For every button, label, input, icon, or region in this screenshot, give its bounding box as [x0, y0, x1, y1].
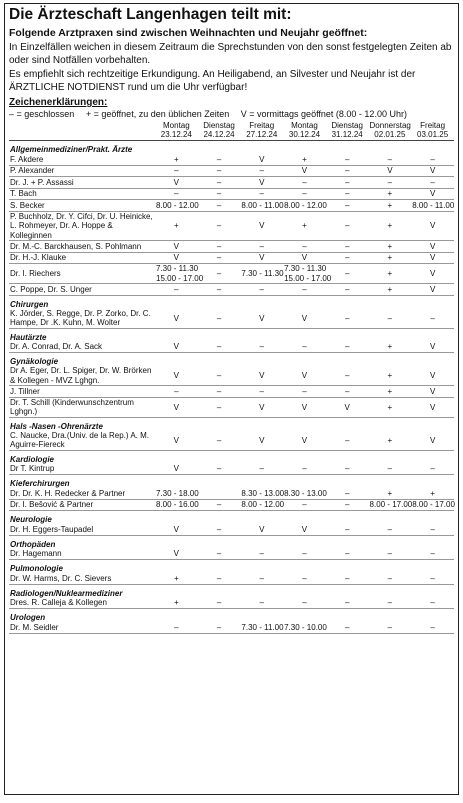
legend-closed: – = geschlossen [9, 109, 75, 119]
opening-cell: V [411, 342, 454, 353]
opening-cell: 7.30 - 11.30 15.00 - 17.00 [156, 264, 204, 283]
practice-name: Dr. H.-J. Klauke [9, 252, 155, 264]
category-heading: Kieferchirurgen [10, 479, 70, 488]
opening-cell: + [283, 154, 326, 165]
opening-cell: – [198, 200, 241, 212]
opening-cell: – [326, 211, 369, 241]
schedule-table [9, 121, 454, 634]
opening-cell: V [411, 252, 454, 264]
opening-cell: V [240, 211, 283, 241]
opening-cell: – [326, 386, 369, 398]
practice-name: Dr T. Kintrup [9, 464, 155, 475]
opening-cell: + [369, 252, 412, 264]
opening-cell: – [326, 488, 369, 499]
table-row [9, 598, 454, 609]
opening-cell: – [326, 188, 369, 200]
opening-cell: – [198, 573, 241, 584]
opening-cell: – [369, 598, 412, 609]
opening-cell: – [411, 549, 454, 560]
opening-cell: + [369, 241, 412, 253]
header-day-3 [283, 121, 326, 141]
opening-cell: – [240, 342, 283, 353]
opening-cell: – [326, 366, 369, 386]
page-title: Die Ärzteschaft Langenhagen teilt mit: [9, 6, 292, 23]
opening-cell: + [369, 200, 412, 212]
date-label: 02.01.25 [374, 130, 406, 139]
opening-cell: – [326, 549, 369, 560]
day-label: Freitag [420, 121, 446, 130]
opening-cell: – [198, 397, 241, 417]
practice-name: Dr. J. + P. Assassi [9, 177, 155, 189]
practice-name: S. Becker [9, 200, 155, 212]
opening-cell: + [369, 211, 412, 241]
category-heading: Pulmonologie [10, 564, 63, 573]
opening-cell: – [326, 573, 369, 584]
category-heading: Allgemeinmediziner/Prakt. Ärzte [10, 145, 133, 154]
opening-cell: 8.00 - 11.00 [241, 200, 284, 210]
opening-cell: – [283, 177, 326, 189]
opening-cell: – [369, 309, 412, 329]
opening-cell: – [411, 622, 454, 633]
category-heading: Orthopäden [10, 539, 56, 549]
opening-cell: – [326, 264, 369, 284]
opening-cell: + [369, 284, 412, 296]
opening-cell: – [198, 342, 241, 353]
table-row [9, 524, 454, 535]
legend-open: + = geöffnet, zu den üblichen Zeiten [85, 109, 230, 119]
category-heading: Kardiologie [10, 454, 55, 464]
opening-cell: – [240, 165, 283, 177]
table-row [9, 154, 454, 165]
table-row [9, 284, 454, 296]
category-row [9, 511, 454, 525]
opening-cell: – [240, 188, 283, 200]
opening-cell: V [155, 177, 198, 189]
opening-cell: – [369, 464, 412, 475]
date-label: 03.01.25 [417, 130, 449, 139]
opening-cell: V [240, 154, 283, 165]
opening-cell: – [369, 573, 412, 584]
opening-cell: + [411, 488, 454, 499]
opening-cell: – [198, 165, 241, 177]
opening-cell: – [198, 264, 241, 284]
category-heading: Radiologen/Nuklearmediziner [10, 588, 123, 598]
opening-cell: + [369, 366, 412, 386]
opening-cell: – [198, 309, 241, 329]
category-row [9, 535, 454, 549]
opening-cell: – [369, 524, 412, 535]
opening-cell: – [155, 165, 198, 177]
opening-cell: – [411, 154, 454, 165]
opening-cell: + [369, 397, 412, 417]
opening-cell: + [369, 188, 412, 200]
practice-name: Dr. I. Bešović & Partner [9, 499, 155, 511]
opening-cell: + [155, 598, 198, 609]
opening-cell: + [369, 488, 412, 499]
opening-cell: – [283, 188, 326, 200]
category-row [9, 295, 454, 309]
practice-name: Dr. W. Harms, Dr. C. Sievers [9, 573, 155, 584]
opening-cell: V [283, 524, 326, 535]
opening-cell: – [326, 165, 369, 177]
opening-cell: + [369, 386, 412, 398]
opening-cell: – [326, 524, 369, 535]
opening-cell: 8.00 - 17.00 [412, 500, 455, 510]
table-row [9, 366, 454, 386]
opening-cell: – [198, 284, 241, 296]
opening-cell: – [283, 499, 326, 511]
table-row [9, 211, 454, 241]
opening-cell: V [411, 284, 454, 296]
opening-cell: V [240, 524, 283, 535]
opening-cell: – [240, 464, 283, 475]
category-row [9, 475, 454, 489]
table-row [9, 252, 454, 264]
notice-page [4, 3, 459, 795]
practice-name: Dr. T. Schill (Kinderwunschzentrum Lghgn.) [9, 397, 155, 417]
page-subtitle: Folgende Arztpraxen sind zwischen Weihnachten und Neujahr geöffnet: [9, 27, 368, 39]
category-heading: Neurologie [10, 515, 52, 524]
opening-cell: – [198, 386, 241, 398]
opening-cell: 8.00 - 11.00 [412, 200, 455, 210]
opening-cell: – [240, 598, 283, 609]
opening-cell: 7.30 - 11.00 [241, 622, 284, 632]
table-row [9, 165, 454, 177]
opening-cell: – [283, 241, 326, 253]
opening-cell: V [155, 252, 198, 264]
opening-cell: – [155, 386, 198, 398]
intro-paragraph: In Einzelfällen weichen in diesem Zeitraum die Sprechstunden von den sonst festgelegten Zeiten ab oder sind Notfällen vorbehalten. [9, 42, 452, 66]
opening-cell: – [240, 573, 283, 584]
opening-cell: – [198, 622, 241, 633]
practice-name: C. Naucke, Dra.(Univ. de la Rep.) A. M. Aguirre-Fiereck [9, 431, 155, 451]
date-label: 31.12.24 [331, 130, 363, 139]
practice-name: Dr. M.-C. Barckhausen, S. Pohlmann [9, 241, 155, 253]
date-label: 27.12.24 [246, 130, 278, 139]
category-row [9, 328, 454, 342]
opening-cell: – [369, 177, 412, 189]
opening-cell: + [155, 211, 198, 241]
opening-cell: – [283, 573, 326, 584]
table-row [9, 397, 454, 417]
category-row [9, 609, 454, 623]
opening-cell: – [198, 431, 241, 451]
practice-name: Dr. I. Riechers [9, 264, 155, 284]
opening-cell: 7.30 - 10.00 [284, 622, 327, 632]
opening-cell: – [155, 622, 198, 633]
opening-cell: 8.30 - 13.00 [241, 488, 285, 498]
opening-cell: – [240, 386, 283, 398]
opening-cell: – [283, 598, 326, 609]
category-heading: Hautärzte [10, 332, 47, 342]
opening-cell: V [240, 252, 283, 264]
table-row [9, 573, 454, 584]
opening-cell: + [369, 342, 412, 353]
practice-name: P. Alexander [9, 165, 155, 177]
opening-cell: – [283, 464, 326, 475]
date-label: 24.12.24 [203, 130, 235, 139]
day-label: Montag [163, 121, 190, 130]
opening-cell: – [198, 154, 241, 165]
opening-cell: V [155, 309, 198, 329]
opening-cell: 8.00 - 16.00 [156, 500, 199, 510]
opening-cell: – [411, 309, 454, 329]
header-name-cell [9, 121, 155, 141]
category-row [9, 450, 454, 464]
practice-name: J. Tillner [9, 386, 155, 398]
opening-cell: – [411, 598, 454, 609]
opening-cell: 8.30 - 13.00 [284, 488, 327, 498]
opening-cell: – [411, 573, 454, 584]
opening-cell: – [240, 241, 283, 253]
opening-cell: – [240, 549, 283, 560]
category-row [9, 141, 454, 155]
opening-cell: V [283, 397, 326, 417]
opening-cell: V [326, 397, 369, 417]
opening-cell: V [240, 366, 283, 386]
opening-cell: – [198, 241, 241, 253]
table-row [9, 464, 454, 475]
practice-name: F. Akdere [9, 154, 155, 165]
table-row [9, 622, 454, 633]
table-row [9, 200, 454, 212]
opening-cell: 7.30 - 18.00 [156, 488, 199, 498]
opening-cell: – [411, 177, 454, 189]
header-day-0 [155, 121, 198, 141]
opening-cell: – [198, 188, 241, 200]
opening-cell: – [326, 309, 369, 329]
opening-cell: + [155, 154, 198, 165]
opening-cell: 8.00 - 12.00 [156, 200, 199, 210]
opening-cell: V [155, 397, 198, 417]
legend-title: Zeichenerklärungen: [9, 97, 108, 108]
category-heading: Chirurgen [10, 299, 49, 309]
opening-cell: V [411, 188, 454, 200]
opening-cell: – [326, 241, 369, 253]
opening-cell: V [240, 431, 283, 451]
opening-cell: – [198, 211, 241, 241]
opening-cell: – [198, 252, 241, 264]
table-row [9, 264, 454, 284]
opening-cell: + [283, 211, 326, 241]
category-heading: Urologen [10, 613, 46, 622]
table-row [9, 342, 454, 353]
table-row [9, 488, 454, 499]
day-label: Freitag [249, 121, 275, 130]
date-label: 23.12.24 [160, 130, 192, 139]
opening-cell: – [411, 464, 454, 475]
opening-cell: – [198, 464, 241, 475]
opening-cell: – [283, 549, 326, 560]
practice-name: Dr. Hagemann [9, 549, 155, 560]
opening-cell: + [155, 573, 198, 584]
opening-cell: – [369, 622, 412, 633]
opening-cell: V [283, 431, 326, 451]
opening-cell: – [326, 499, 369, 511]
opening-cell: – [240, 284, 283, 296]
opening-cell: V [240, 177, 283, 189]
opening-cell: – [326, 177, 369, 189]
practice-name: C. Poppe, Dr. S. Unger [9, 284, 155, 296]
opening-cell: – [198, 499, 241, 511]
opening-cell: – [326, 154, 369, 165]
opening-cell: V [283, 366, 326, 386]
date-label: 30.12.24 [288, 130, 321, 139]
schedule-body [9, 141, 454, 634]
opening-cell: – [326, 284, 369, 296]
opening-cell: V [240, 309, 283, 329]
category-row [9, 560, 454, 574]
category-heading: Gynäkologie [10, 357, 59, 366]
opening-cell: – [198, 366, 241, 386]
header-day-6 [411, 121, 454, 141]
opening-cell: 8.00 - 12.00 [241, 500, 285, 510]
header-day-1 [198, 121, 241, 141]
header-day-4 [326, 121, 369, 141]
opening-cell: – [326, 342, 369, 353]
opening-cell: V [411, 264, 454, 284]
opening-cell: – [326, 252, 369, 264]
schedule-header-row [9, 121, 454, 141]
day-label: Dienstag [331, 121, 363, 130]
legend-morning: V = vormittags geöffnet (8.00 - 12.00 Uhr) [240, 109, 407, 119]
opening-cell: V [411, 165, 454, 177]
category-row [9, 353, 454, 367]
opening-cell: V [155, 366, 198, 386]
opening-cell: + [369, 264, 412, 284]
opening-cell: V [411, 431, 454, 451]
opening-cell: – [155, 284, 198, 296]
opening-cell: + [369, 431, 412, 451]
practice-name: P. Buchholz, Dr. Y. Cifci, Dr. U. Heinicke, L. Rohmeyer, Dr. A. Hoppe & Kolleginnen [9, 211, 155, 241]
opening-cell: V [240, 397, 283, 417]
opening-cell: – [198, 177, 241, 189]
opening-cell: – [198, 524, 241, 535]
day-label: Dienstag [203, 121, 235, 130]
opening-cell: – [283, 342, 326, 353]
opening-cell: – [326, 622, 369, 633]
opening-cell: V [283, 165, 326, 177]
practice-name: Dr. Dr. K. H. Redecker & Partner [9, 488, 155, 499]
category-heading: Hals -Nasen -Ohrenärzte [10, 421, 103, 431]
practice-name: Dr. A. Conrad, Dr. A. Sack [9, 342, 155, 353]
opening-cell: – [283, 284, 326, 296]
table-row [9, 309, 454, 329]
opening-cell: – [326, 200, 369, 212]
opening-cell [198, 488, 241, 499]
opening-cell: – [369, 154, 412, 165]
table-row [9, 499, 454, 511]
category-row [9, 584, 454, 598]
opening-cell: – [326, 431, 369, 451]
practice-name: Dr. M. Seidler [9, 622, 155, 633]
opening-cell: V [411, 366, 454, 386]
opening-cell: – [198, 549, 241, 560]
opening-cell: – [326, 464, 369, 475]
opening-cell: – [411, 524, 454, 535]
practice-name: Dr. H. Eggers-Taupadel [9, 524, 155, 535]
opening-cell: – [326, 598, 369, 609]
opening-cell: 8.00 - 17.00 [369, 500, 413, 510]
notdienst-paragraph: Es empfiehlt sich rechtzeitige Erkundigung. An Heiligabend, an Silvester und Neujahr ist der ÄRZTLICHE NOTDIENST rund um die Uhr verfügbar! [9, 69, 416, 93]
table-row [9, 188, 454, 200]
opening-cell: V [155, 524, 198, 535]
opening-cell: V [369, 165, 412, 177]
opening-cell: – [369, 549, 412, 560]
opening-cell: – [155, 188, 198, 200]
header-day-2 [240, 121, 283, 141]
practice-name: Dres. R. Calleja & Kollegen [9, 598, 155, 609]
opening-cell: – [283, 386, 326, 398]
opening-cell: V [411, 241, 454, 253]
opening-cell: V [283, 252, 326, 264]
opening-cell: V [411, 397, 454, 417]
day-label: Montag [291, 121, 318, 130]
opening-cell: – [198, 598, 241, 609]
opening-cell: 7.30 - 11.30 15.00 - 17.00 [284, 264, 332, 283]
opening-cell: V [411, 211, 454, 241]
opening-cell: 7.30 - 11.30 [240, 264, 283, 284]
opening-cell: V [283, 309, 326, 329]
table-row [9, 177, 454, 189]
opening-cell: V [155, 431, 198, 451]
opening-cell: V [411, 386, 454, 398]
practice-name: Dr A. Eger, Dr. L. Spiger, Dr. W. Brörken & Kollegen - MVZ Lghgn. [9, 366, 155, 386]
table-row [9, 386, 454, 398]
opening-cell: V [155, 549, 198, 560]
opening-cell: V [155, 464, 198, 475]
opening-cell: V [155, 342, 198, 353]
day-label: Donnerstag [369, 121, 411, 130]
table-row [9, 241, 454, 253]
opening-cell: V [155, 241, 198, 253]
header-day-5 [369, 121, 412, 141]
opening-cell: 8.00 - 12.00 [284, 200, 327, 210]
legend [9, 109, 454, 119]
practice-name: K. Jörder, S. Regge, Dr. P. Zorko, Dr. C. Hampe, Dr .K. Kuhn, M. Wolter [9, 309, 155, 329]
table-row [9, 549, 454, 560]
table-row [9, 431, 454, 451]
practice-name: T. Bach [9, 188, 155, 200]
category-row [9, 417, 454, 431]
